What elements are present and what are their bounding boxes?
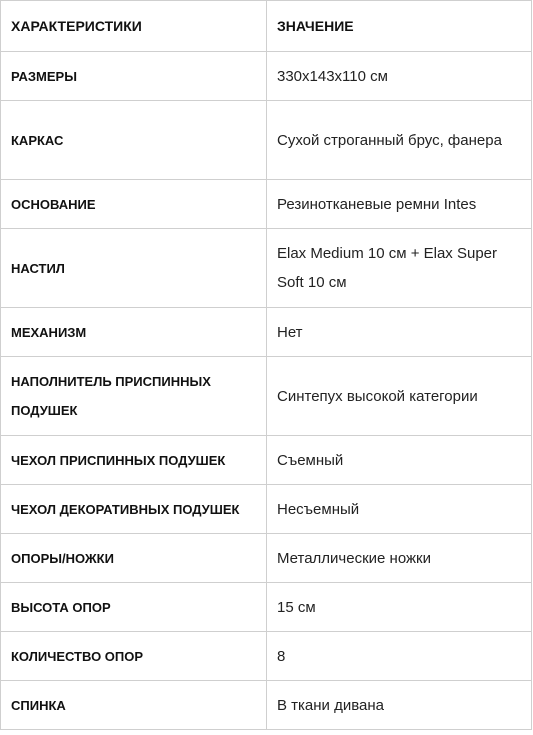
table-row: [1, 180, 532, 229]
row-key: СПИНКА: [1, 681, 267, 730]
row-value: 8: [267, 632, 532, 681]
table-row: [1, 101, 532, 180]
row-key: ЧЕХОЛ ДЕКОРАТИВНЫХ ПОДУШЕК: [1, 485, 267, 534]
row-value: Сухой строганный брус, фанера: [267, 101, 532, 180]
table-row: [1, 583, 532, 632]
table-row: [1, 534, 532, 583]
row-key: РАЗМЕРЫ: [1, 52, 267, 101]
header-characteristics: ХАРАКТЕРИСТИКИ: [1, 1, 267, 52]
table-row: [1, 52, 532, 101]
table-row: [1, 357, 532, 436]
row-value: Elax Medium 10 см + Elax Super Soft 10 см: [267, 229, 532, 308]
row-value: 330x143x110 см: [267, 52, 532, 101]
row-value: Резинотканевые ремни Intes: [267, 180, 532, 229]
row-key: ОСНОВАНИЕ: [1, 180, 267, 229]
table-row: [1, 229, 532, 308]
row-key: ВЫСОТА ОПОР: [1, 583, 267, 632]
row-value: Несъемный: [267, 485, 532, 534]
row-value: Съемный: [267, 436, 532, 485]
table-row: [1, 436, 532, 485]
table-row: [1, 681, 532, 730]
header-value: ЗНАЧЕНИЕ: [267, 1, 532, 52]
row-value: 15 см: [267, 583, 532, 632]
table-row: [1, 308, 532, 357]
row-key: КАРКАС: [1, 101, 267, 180]
row-key: КОЛИЧЕСТВО ОПОР: [1, 632, 267, 681]
row-value: Нет: [267, 308, 532, 357]
table-row: [1, 632, 532, 681]
table-header-row: [1, 1, 532, 52]
row-key: ОПОРЫ/НОЖКИ: [1, 534, 267, 583]
row-key: ЧЕХОЛ ПРИСПИННЫХ ПОДУШЕК: [1, 436, 267, 485]
row-key: НАПОЛНИТЕЛЬ ПРИСПИННЫХ ПОДУШЕК: [1, 357, 267, 436]
row-value: В ткани дивана: [267, 681, 532, 730]
row-key: НАСТИЛ: [1, 229, 267, 308]
row-value: Синтепух высокой категории: [267, 357, 532, 436]
row-key: МЕХАНИЗМ: [1, 308, 267, 357]
row-value: Металлические ножки: [267, 534, 532, 583]
table-row: [1, 485, 532, 534]
